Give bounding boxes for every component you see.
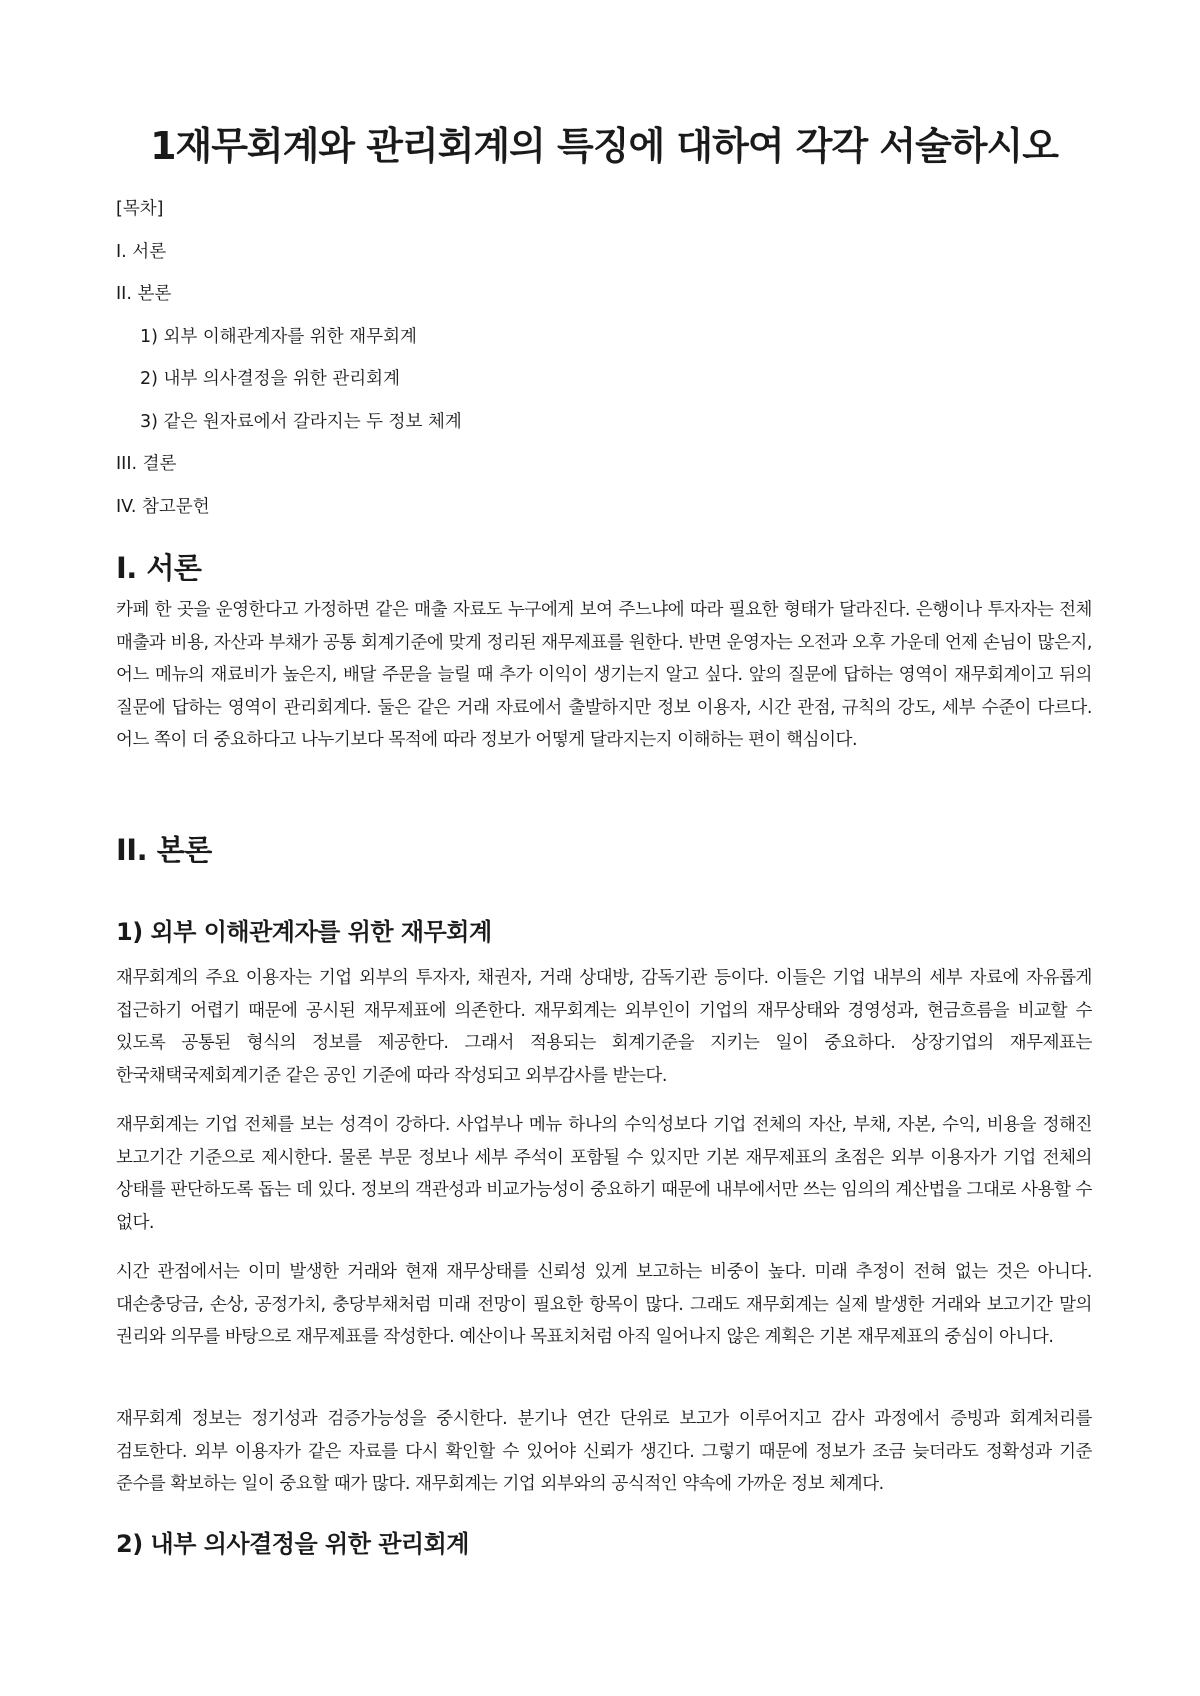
- toc-item-references: IV. 참고문헌: [116, 496, 210, 517]
- introduction-paragraph: 카페 한 곳을 운영한다고 가정하면 같은 매출 자료도 누구에게 보여 주느냐에 따라 필요한 형태가 달라진다. 은행이나 투자자는 전체 매출과 비용, 자산과 부채가 공통 회계기준에 맞게 정리된 재무제표를 원한다. 반면 운영자는 오전과 오후 가운데 언제 손님이 많은지, 어느 메뉴의 재료비가 높은지, 배달 주문을 늘릴 때 추가 이익이 생기는지 알고 싶다. 앞의 질문에 답하는 영역이 재무회계이고 뒤의 질문에 답하는 영역이 관리회계다. 둘은 같은 거래 자료에서 출발하지만 정보 이용자, 시간 관점, 규칙의 강도, 세부 수준이 다르다. 어느 쪽이 더 중요하다고 나누기보다 목적에 따라 정보가 어떻게 달라지는지 이해하는 편이 핵심이다.: [116, 600, 1092, 750]
- toc-item-section-1: 1) 외부 이해관계자를 위한 재무회계: [140, 326, 417, 347]
- section-1-paragraph-3: 시간 관점에서는 이미 발생한 거래와 현재 재무상태를 신뢰성 있게 보고하는 비중이 높다. 미래 추정이 전혀 없는 것은 아니다. 대손충당금, 손상, 공정가치, 충당부채처럼 미래 전망이 필요한 항목이 많다. 그래도 재무회계는 실제 발생한 거래와 보고기간 말의 권리와 의무를 바탕으로 재무제표를 작성한다. 예산이나 목표치처럼 아직 일어나지 않은 계획은 기본 재무제표의 중심이 아니다.: [116, 1262, 1092, 1347]
- section-2-heading: 2) 내부 의사결정을 위한 관리회계: [116, 1530, 469, 1558]
- section-1-paragraph-2: 재무회계는 기업 전체를 보는 성격이 강하다. 사업부나 메뉴 하나의 수익성보다 기업 전체의 자산, 부채, 자본, 수익, 비용을 정해진 보고기간 기준으로 제시한다. 물론 부문 정보나 세부 주석이 포함될 수 있지만 기본 재무제표의 초점은 외부 이용자가 기업 전체의 상태를 판단하도록 돕는 데 있다. 정보의 객관성과 비교가능성이 중요하기 때문에 내부에서만 쓰는 임의의 계산법을 그대로 사용할 수 없다.: [116, 1115, 1092, 1233]
- toc-item-body: II. 본론: [116, 284, 172, 304]
- section-1-paragraph-4: 재무회계 정보는 정기성과 검증가능성을 중시한다. 분기나 연간 단위로 보고가 이루어지고 감사 과정에서 증빙과 회계처리를 검토한다. 외부 이용자가 같은 자료를 다시 확인할 수 있어야 신뢰가 생긴다. 그렇기 때문에 정보가 조금 늦더라도 정확성과 기준 준수를 확보하는 일이 중요할 때가 많다. 재무회계는 기업 외부와의 공식적인 약속에 가까운 정보 체계다.: [116, 1409, 1092, 1494]
- document-title: 1재무회계와 관리회계의 특징에 대하여 각각 서술하시오: [150, 124, 1058, 168]
- toc-item-section-3: 3) 같은 원자료에서 갈라지는 두 정보 체계: [140, 411, 462, 432]
- toc-item-section-2: 2) 내부 의사결정을 위한 관리회계: [140, 369, 400, 389]
- section-1-paragraph-1: 재무회계의 주요 이용자는 기업 외부의 투자자, 채권자, 거래 상대방, 감독기관 등이다. 이들은 기업 내부의 세부 자료에 자유롭게 접근하기 어렵기 때문에 공시된 재무제표에 의존한다. 재무회계는 외부인이 기업의 재무상태와 경영성과, 현금흐름을 비교할 수 있도록 공통된 형식의 정보를 제공한다. 그래서 적용되는 회계기준을 지키는 일이 중요하다. 상장기업의 재무제표는 한국채택국제회계기준 같은 공인 기준에 따라 작성되고 외부감사를 받는다.: [116, 968, 1092, 1086]
- toc-item-introduction: I. 서론: [116, 241, 167, 262]
- section-1-heading: 1) 외부 이해관계자를 위한 재무회계: [116, 918, 492, 946]
- toc-item-conclusion: III. 결론: [116, 454, 177, 474]
- body-heading: II. 본론: [116, 833, 212, 867]
- toc-label: [목차]: [116, 199, 164, 219]
- table-of-contents: [116, 188, 1092, 528]
- introduction-heading: I. 서론: [116, 551, 202, 585]
